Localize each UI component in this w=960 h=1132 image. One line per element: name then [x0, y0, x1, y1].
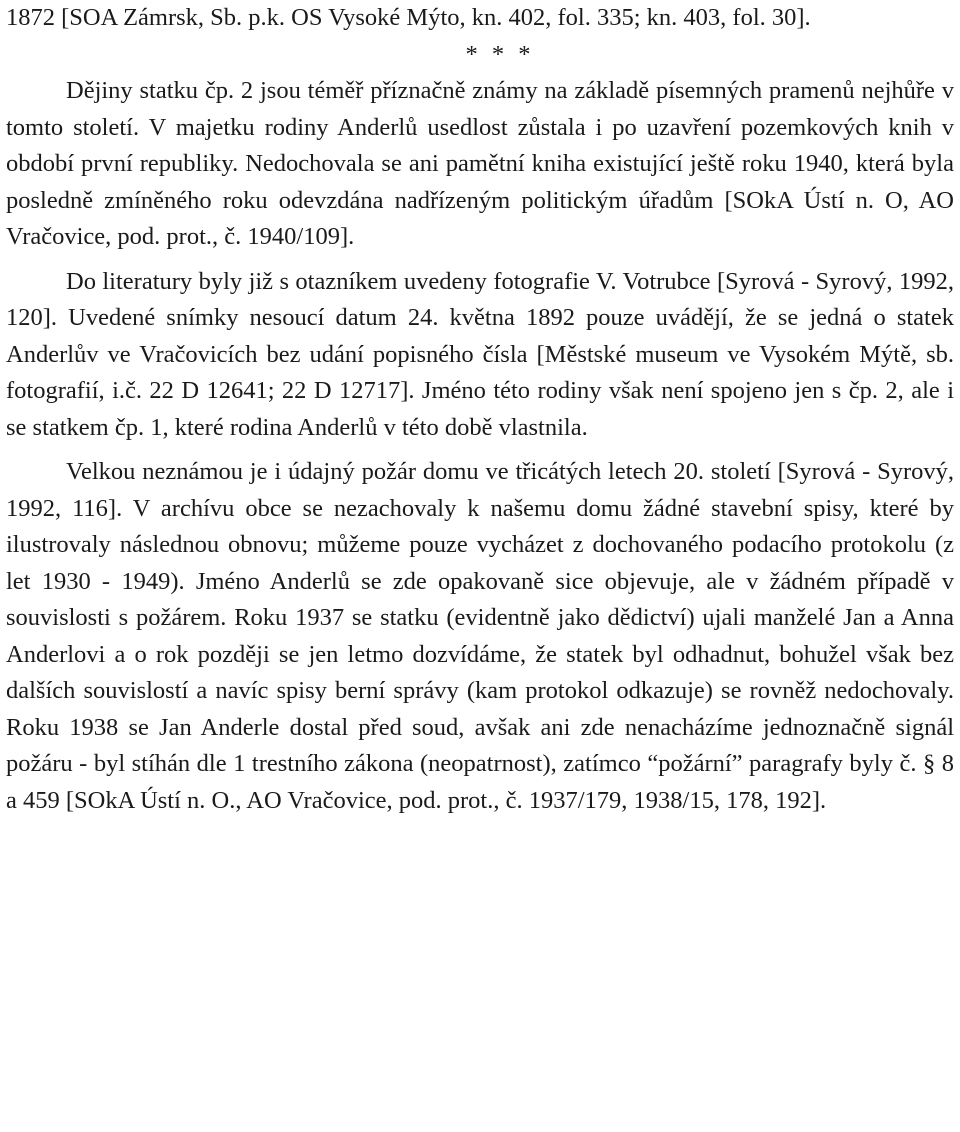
citation-paragraph: 1872 [SOA Zámrsk, Sb. p.k. OS Vysoké Mýto, kn. 402, fol. 335; kn. 403, fol. 30].: [6, 4, 811, 31]
section-separator: * * *: [465, 40, 535, 68]
document-page: [6, 0, 954, 819]
paragraph-history: Dějiny statku čp. 2 jsou téměř příznačně známy na základě písemných pramenů nejhůře v tomto století. V majetku rodiny Anderlů usedlost zůstala i po uzavření pozemkových knih v období první republiky. Nedochovala se ani pamětní kniha existující ještě roku 1940, která byla posledně zmíněného roku odevzdána nadřízeným politickým úřadům [SOkA Ústí n. O, AO Vračovice, pod. prot., č. 1940/109].: [6, 77, 954, 250]
paragraph-fire: Velkou neznámou je i údajný požár domu ve třicátých letech 20. století [Syrová - Syrový, 1992, 116]. V archívu obce se nezachovaly k našemu domu žádné stavební spisy, které by ilustrovaly následnou obnovu; můžeme pouze vycházet z dochovaného podacího protokolu (z let 1930 - 1949). Jméno Anderlů se zde opakovaně sice objevuje, ale v žádném případě v souvislosti s požárem. Roku 1937 se statku (evidentně jako dědictví) ujali manželé Jan a Anna Anderlovi a o rok později se jen letmo dozvídáme, že statek byl odhadnut, bohužel však bez dalších souvislostí a navíc spisy berní správy (kam protokol odkazuje) se rovněž nedochovaly. Roku 1938 se Jan Anderle dostal před soud, avšak ani zde nenacházíme jednoznačně signál požáru - byl stíhán dle 1 trestního zákona (neopatrnost), zatímco “požární” paragrafy byly č. § 8 a 459 [SOkA Ústí n. O., AO Vračovice, pod. prot., č. 1937/179, 1938/15, 178, 192].: [6, 458, 954, 814]
paragraph-literature: Do literatury byly již s otazníkem uvedeny fotografie V. Votrubce [Syrová - Syrový, 1992, 120]. Uvedené snímky nesoucí datum 24. května 1892 pouze uvádějí, že se jedná o statek Anderlův ve Vračovicích bez udání popisného čísla [Městské museum ve Vysokém Mýtě, sb. fotografií, i.č. 22 D 12641; 22 D 12717]. Jméno této rodiny však není spojeno jen s čp. 2, ale i se statkem čp. 1, které rodina Anderlů v této době vlastnila.: [6, 267, 954, 441]
